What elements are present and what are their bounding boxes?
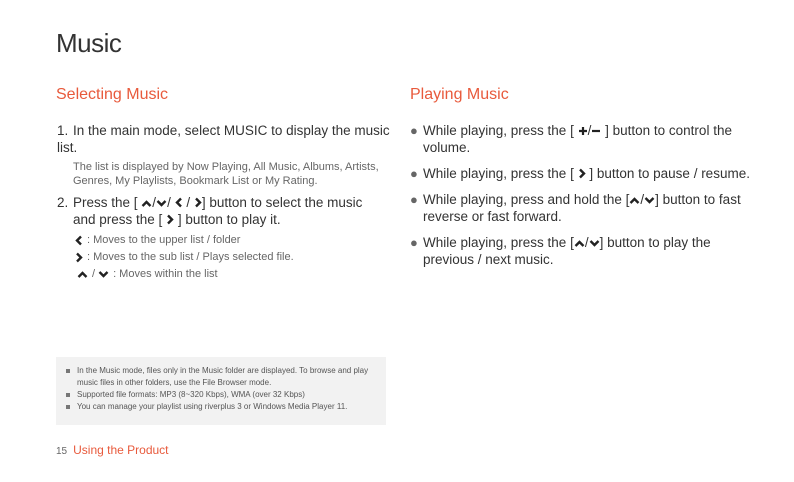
down-chevron-icon <box>589 239 600 248</box>
bullet-3-b: ] button to fast reverse or fast forward. <box>423 192 741 224</box>
note-text: Supported file formats: MP3 (8~320 Kbps), WMA (over 32 Kbps) <box>77 390 305 399</box>
section-title-selecting: Selecting Music <box>56 86 169 103</box>
note-item <box>66 401 386 413</box>
footer-section-label: Using the Product <box>73 443 169 457</box>
key-left-desc: : Moves to the upper list / folder <box>87 234 241 246</box>
up-chevron-icon <box>629 196 640 205</box>
bullet-dot: ● <box>410 123 418 138</box>
step-2-text-b: ] button to select the music <box>201 195 363 210</box>
right-chevron-icon <box>578 168 586 179</box>
note-box <box>56 357 386 425</box>
note-bullet <box>66 393 70 397</box>
step-1-text: In the main mode, select MUSIC to display the music list. <box>57 123 390 155</box>
bullet-fast: ● While playing, press and hold the [ / ] button to fast reverse or fast forward. <box>410 192 741 224</box>
step-2-text-d: ] button to play it. <box>177 212 281 227</box>
bullet-3-a: While playing, press and hold the [ <box>423 192 630 207</box>
note-bullet <box>66 405 70 409</box>
key-updown-desc: : Moves within the list <box>113 268 218 280</box>
section-title-playing: Playing Music <box>410 86 509 103</box>
step-number: 1. <box>57 123 69 138</box>
step-1 <box>57 122 392 156</box>
bullet-dot: ● <box>410 166 418 181</box>
bullet-volume: ● While playing, press the [ / ] button to control the volume. <box>410 123 732 155</box>
note-bullet <box>66 369 70 373</box>
step-2: 2. Press the [ / / / ] button to select the music and press the [ ] button to play it. <box>57 195 363 227</box>
down-chevron-icon <box>156 199 167 208</box>
bullet-1-b: ] button to control the volume. <box>423 123 732 155</box>
note-item <box>66 389 386 401</box>
up-chevron-icon <box>574 239 585 248</box>
plus-icon <box>578 126 588 136</box>
bullet-pause <box>410 165 750 182</box>
bullet-dot: ● <box>410 235 418 250</box>
bullet-1-a: While playing, press the [ <box>423 123 574 138</box>
right-chevron-icon <box>75 252 83 263</box>
step-2-text-a: Press the [ <box>73 195 138 210</box>
playing-music-column <box>410 122 750 277</box>
step-number: 2. <box>57 195 69 210</box>
bullet-2-b: ] button to pause / resume. <box>589 166 750 181</box>
bullet-4-a: While playing, press the [ <box>423 235 574 250</box>
note-text: You can manage your playlist using riverplus 3 or Windows Media Player 11. <box>77 402 348 411</box>
step-2-text-c: and press the [ <box>73 212 163 227</box>
key-updown-row: / : Moves within the list <box>57 266 392 283</box>
right-chevron-icon <box>166 214 174 225</box>
bullet-prev-next: ● While playing, press the [ / ] button to play the previous / next music. <box>410 235 711 267</box>
down-chevron-icon <box>644 196 655 205</box>
note-text: In the Music mode, files only in the Music folder are displayed. To browse and play music files in other folders, use the File Browser mode. <box>77 366 369 387</box>
left-chevron-icon <box>75 235 83 246</box>
bullet-4-b: ] button to play the previous / next music. <box>423 235 711 267</box>
down-chevron-icon <box>98 270 109 279</box>
key-right-desc: : Moves to the sub list / Plays selected file. <box>87 251 294 263</box>
up-chevron-icon <box>141 199 152 208</box>
minus-icon <box>591 126 601 136</box>
step-1-detail: The list is displayed by Now Playing, All Music, Albums, Artists, Genres, My Playlists, Bookmark List or My Rating. <box>73 161 379 187</box>
selecting-music-column <box>57 122 392 283</box>
up-chevron-icon <box>77 270 88 279</box>
key-left-row <box>57 232 392 249</box>
key-right-row <box>57 249 392 266</box>
bullet-dot: ● <box>410 192 418 207</box>
page-number: 15 <box>56 446 68 457</box>
left-chevron-icon <box>175 197 183 208</box>
note-item <box>66 365 386 389</box>
bullet-2-a: While playing, press the [ <box>423 166 574 181</box>
page-title: Music <box>56 28 122 58</box>
footer <box>56 443 169 457</box>
right-chevron-icon <box>194 197 202 208</box>
